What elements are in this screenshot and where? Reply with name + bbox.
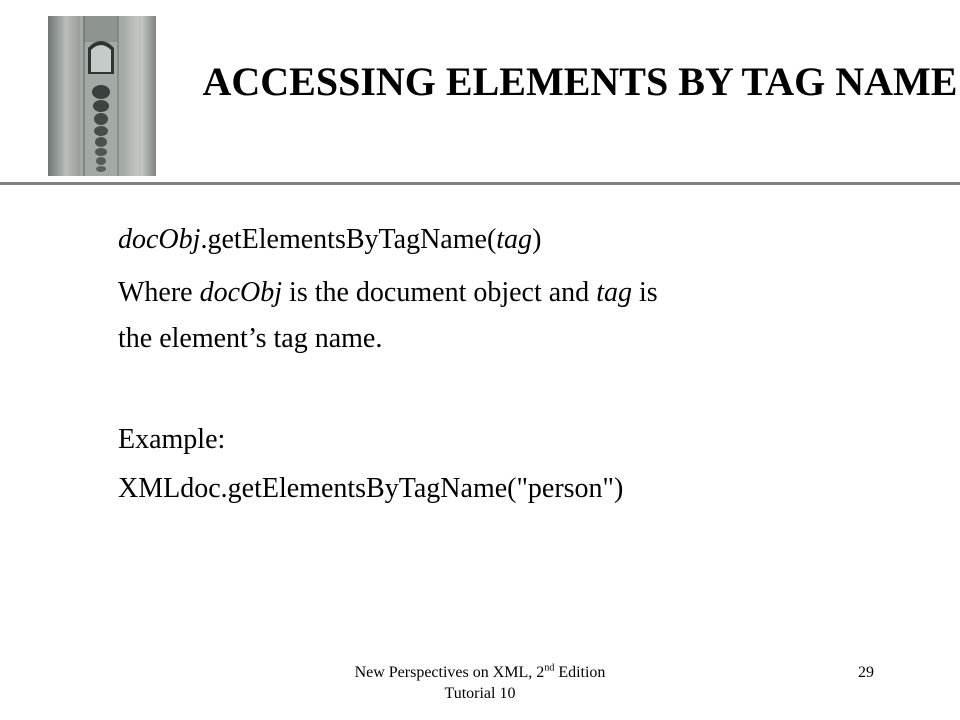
description-line-2: the element’s tag name. [118, 323, 383, 354]
footer-line-1 [300, 662, 660, 683]
page-number: 29 [858, 664, 874, 681]
syntax-line [118, 223, 541, 257]
example-label: Example: [118, 424, 226, 455]
close-paren: ) [532, 224, 542, 255]
slide-footer [300, 662, 660, 704]
footer-line-2: Tutorial 10 [444, 685, 516, 702]
docobj-term: docObj [118, 224, 201, 255]
example-code: XMLdoc.getElementsByTagName("person") [118, 473, 624, 504]
description-line-1 [118, 276, 658, 310]
tag-term: tag [596, 277, 632, 308]
footer-text: Edition [554, 664, 606, 681]
description-text: Where [118, 277, 200, 308]
description-text: is [631, 277, 658, 308]
footer-text: New Perspectives on XML, 2 [354, 664, 545, 681]
description-text: is the document object and [282, 277, 597, 308]
tag-term: tag [496, 224, 533, 255]
bridge-pillar-image [48, 16, 156, 176]
docobj-term: docObj [199, 277, 283, 308]
title-divider [0, 182, 960, 185]
footer-superscript: nd [544, 662, 555, 674]
method-text: .getElementsByTagName( [200, 224, 497, 255]
slide-title: ACCESSING ELEMENTS BY TAG NAME [202, 59, 958, 104]
